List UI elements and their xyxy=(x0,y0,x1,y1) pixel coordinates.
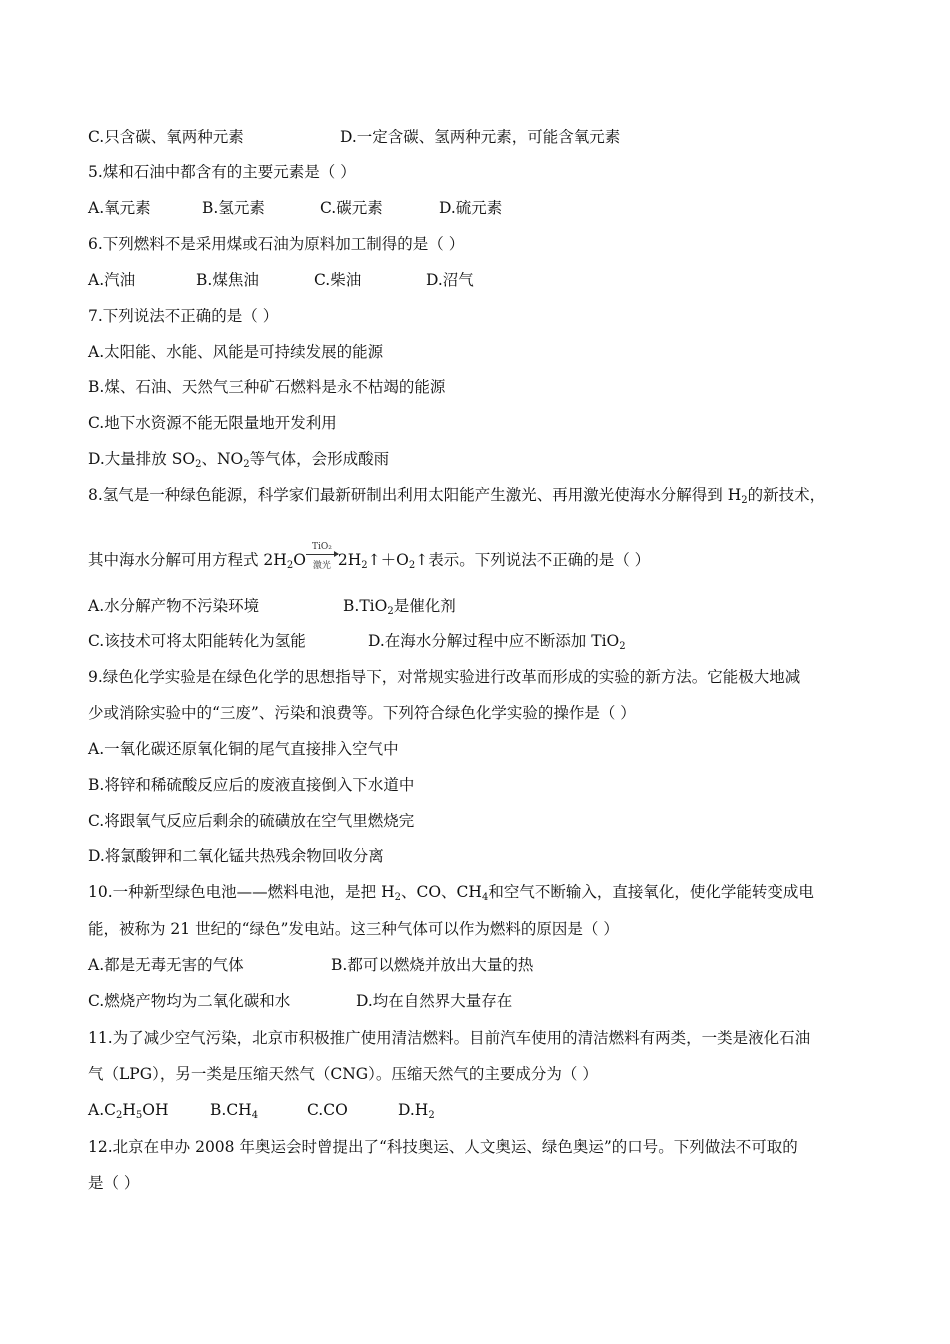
q5-option-b: B.氢元素 xyxy=(202,199,265,217)
q5-option-c: C.碳元素 xyxy=(320,199,383,217)
q11-option-c: C.CO xyxy=(307,1101,348,1119)
q12-stem-line1: 12.北京在申办 2008 年奥运会时曾提出了“科技奥运、人文奥运、绿色奥运”的口号。下列做法不可取的 xyxy=(88,1138,798,1156)
q8-option-a: A.水分解产物不污染环境 xyxy=(88,597,260,615)
q7-option-d: D.大量排放 $SO_2$、$NO_2$等气体，会形成酸雨 xyxy=(88,450,390,470)
q6-option-d: D.沼气 xyxy=(426,271,474,289)
q10-option-c: C.燃烧产物均为二氧化碳和水 xyxy=(88,992,291,1010)
q11-option-b: $B.CH_4$ xyxy=(210,1101,259,1121)
q11-stem-line1: 11.为了减少空气污染，北京市积极推广使用清洁燃料。目前汽车使用的清洁燃料有两类，一类是液化石油 xyxy=(88,1029,811,1047)
q9-option-b: B.将锌和稀硫酸反应后的废液直接倒入下水道中 xyxy=(88,776,415,794)
q9-option-a: A.一氧化碳还原氧化铜的尾气直接排入空气中 xyxy=(88,740,399,758)
q9-option-c: C.将跟氧气反应后剩余的硫磺放在空气里燃烧完 xyxy=(88,812,415,830)
q11-stem-line2: 气（LPG），另一类是压缩天然气（CNG）。压缩天然气的主要成分为（ ） xyxy=(88,1065,598,1083)
q6-option-b: B.煤焦油 xyxy=(196,271,259,289)
catalyst-label: TiO₂ xyxy=(311,542,332,552)
q5-stem: 5.煤和石油中都含有的主要元素是（ ） xyxy=(88,163,356,181)
q8-option-c: C.该技术可将太阳能转化为氢能 xyxy=(88,632,306,650)
q4-option-d: D.一定含碳、氢两种元素，可能含氧元素 xyxy=(340,128,621,146)
q8-option-b: B.TiO$_2$是催化剂 xyxy=(343,597,456,617)
q5-option-d: D.硫元素 xyxy=(439,199,503,217)
q9-option-d: D.将氯酸钾和二氧化锰共热残余物回收分离 xyxy=(88,847,384,865)
q11-option-d: $D.H_2$ xyxy=(398,1101,435,1121)
q5-option-a: A.氧元素 xyxy=(88,199,151,217)
q12-stem-line2: 是（ ） xyxy=(88,1174,140,1192)
condition-label: 激光 xyxy=(312,561,331,571)
q10-stem-line1: 10.一种新型绿色电池——燃料电池，是把 $H_2$、CO、$CH_4$和空气不断输入，直接氧化，使化学能转变成电 xyxy=(88,883,814,903)
q7-option-c: C.地下水资源不能无限量地开发利用 xyxy=(88,414,337,432)
q7-option-a: A.太阳能、水能、风能是可持续发展的能源 xyxy=(88,343,384,361)
q6-option-a: A.汽油 xyxy=(88,271,136,289)
q8-stem-line2: 其中海水分解可用方程式 $2H_2O$ TiO₂ 激光 $2H_2↑+O_2↑$表示。下列说法不正确的是（ ） xyxy=(88,549,650,572)
q11-option-a: $A.C_2H_5OH$ xyxy=(88,1101,169,1121)
q6-option-c: C.柴油 xyxy=(314,271,362,289)
q10-option-b: B.都可以燃烧并放出大量的热 xyxy=(331,956,534,974)
q9-stem-line1: 9.绿色化学实验是在绿色化学的思想指导下，对常规实验进行改革而形成的实验的新方法。它能极大地减 xyxy=(88,668,801,686)
q9-stem-line2: 少或消除实验中的“三废”、污染和浪费等。下列符合绿色化学实验的操作是（ ） xyxy=(88,704,636,722)
q7-stem: 7.下列说法不正确的是（ ） xyxy=(88,307,279,325)
q6-stem: 6.下列燃料不是采用煤或石油为原料加工制得的是（ ） xyxy=(88,235,465,253)
q8-option-d: D.在海水分解过程中应不断添加 TiO$_2$ xyxy=(368,632,626,652)
reaction-arrow xyxy=(306,542,338,572)
q10-option-d: D.均在自然界大量存在 xyxy=(356,992,513,1010)
q8-stem-line1: 8.氢气是一种绿色能源，科学家们最新研制出利用太阳能产生激光、再用激光使海水分解得到 $H_2$的新技术， xyxy=(88,486,826,506)
q10-stem-line2: 能，被称为 21 世纪的“绿色”发电站。这三种气体可以作为燃料的原因是（ ） xyxy=(88,920,619,938)
q10-option-a: A.都是无毒无害的气体 xyxy=(88,956,244,974)
q7-option-b: B.煤、石油、天然气三种矿石燃料是永不枯竭的能源 xyxy=(88,378,446,396)
q4-option-c: C.只含碳、氧两种元素 xyxy=(88,128,244,146)
